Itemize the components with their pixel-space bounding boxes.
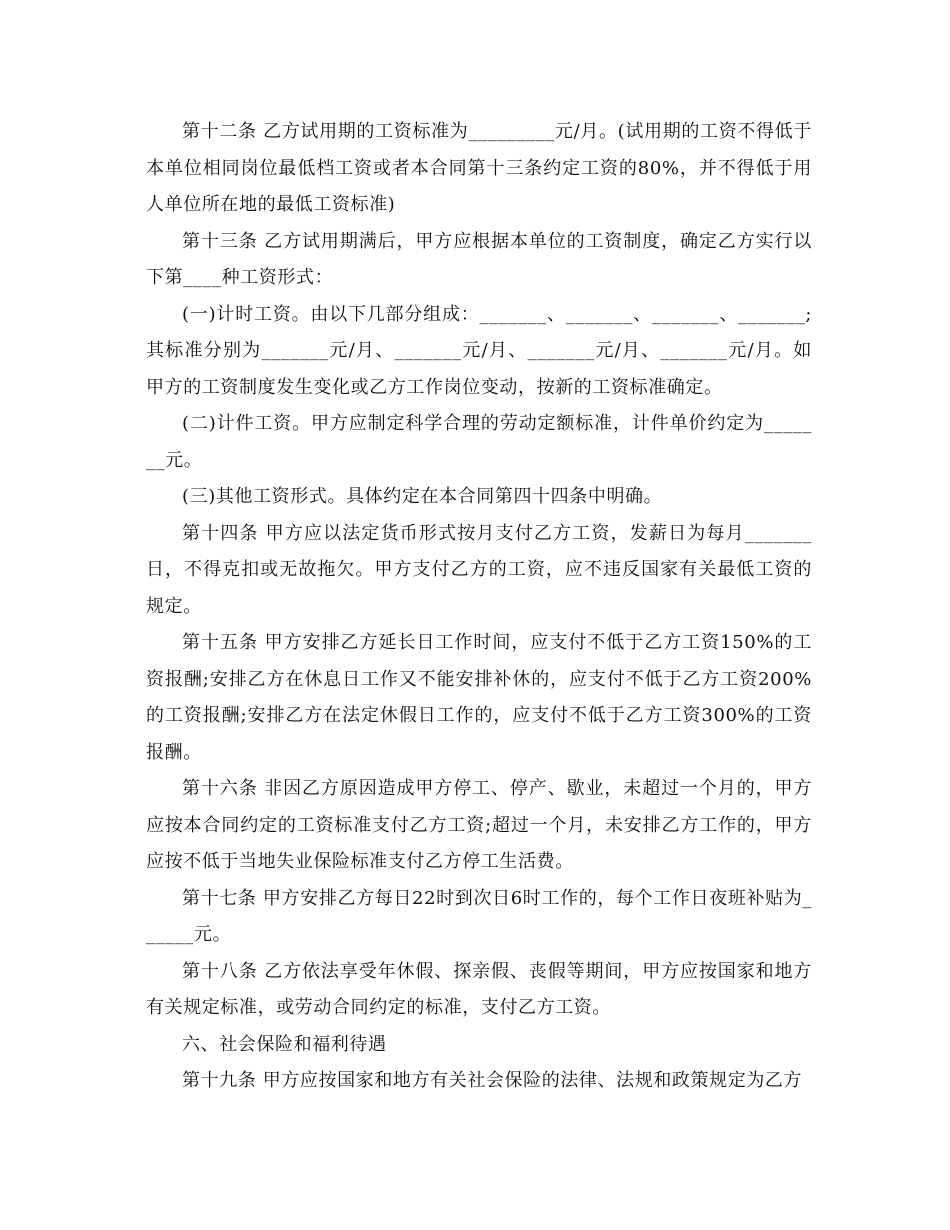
article-12-paragraph: 第十二条 乙方试用期的工资标准为_________元/月。(试用期的工资不得低于本单位相同岗位最低档工资或者本合同第十三条约定工资的80%，并不得低于用人单位所在地的最低工资标准) (146, 121, 812, 215)
section-6-heading: 六、社会保险和福利待遇 (182, 1033, 387, 1055)
article-17-paragraph: 第十七条 甲方安排乙方每日22时到次日6时工作的，每个工作日夜班补贴为______元。 (146, 887, 812, 945)
article-13-paragraph: 第十三条 乙方试用期满后，甲方应根据本单位的工资制度，确定乙方实行以下第____种工资形式： (146, 230, 812, 288)
article-19-paragraph: 第十九条 甲方应按国家和地方有关社会保险的法律、法规和政策规定为乙方 (182, 1070, 803, 1091)
article-18-paragraph: 第十八条 乙方依法享受年休假、探亲假、丧假等期间，甲方应按国家和地方有关规定标准，或劳动合同约定的标准，支付乙方工资。 (146, 960, 812, 1018)
article-14-paragraph: 第十四条 甲方应以法定货币形式按月支付乙方工资，发薪日为每月_______日，不得克扣或无故拖欠。甲方支付乙方的工资，应不违反国家有关最低工资的规定。 (146, 522, 812, 617)
other-wage-paragraph: (三)其他工资形式。具体约定在本合同第四十四条中明确。 (182, 486, 663, 507)
piece-wage-paragraph: (二)计件工资。甲方应制定科学合理的劳动定额标准，计件单价约定为_______元。 (146, 413, 812, 471)
hourly-wage-paragraph: (一)计时工资。由以下几部分组成：_______、_______、_______、_______;其标准分别为_______元/月、_______元/月、_______元/月、_______元/月。如甲方的工资制度发生变化或乙方工作岗位变动，按新的工资标准确定。 (146, 303, 812, 398)
article-15-paragraph: 第十五条 甲方安排乙方延长日工作时间，应支付不低于乙方工资150%的工资报酬;安排乙方在休息日工作又不能安排补休的，应支付不低于乙方工资200%的工资报酬;安排乙方在法定休假日工作的，应支付不低于乙方工资300%的工资报酬。 (146, 632, 812, 763)
article-16-paragraph: 第十六条 非因乙方原因造成甲方停工、停产、歇业，未超过一个月的，甲方应按本合同约定的工资标准支付乙方工资;超过一个月，未安排乙方工作的，甲方应按不低于当地失业保险标准支付乙方停工生活费。 (146, 778, 812, 872)
